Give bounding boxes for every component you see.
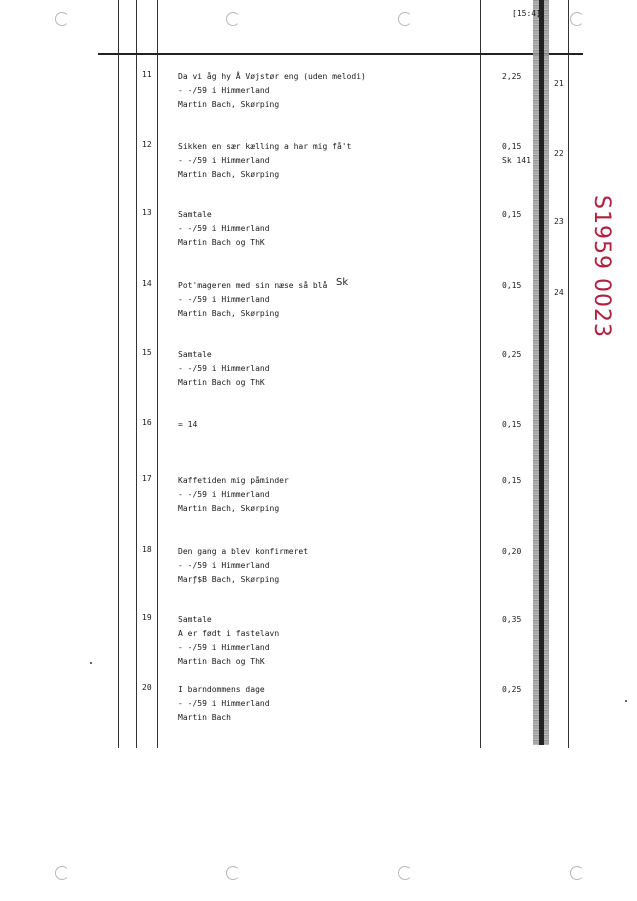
entry-line: - -/59 i Himmerland: [178, 643, 270, 652]
header-rule: [98, 53, 583, 55]
entry-number: 11: [142, 70, 152, 79]
entry-line: Samtale: [178, 350, 212, 359]
entry-description: [178, 545, 308, 587]
punch-hole-bottom-mid: [226, 866, 240, 880]
entry-line: Samtale: [178, 615, 212, 624]
tape-number: 23: [554, 217, 564, 226]
column-line: [118, 0, 119, 748]
entry-line: Den gang a blev konfirmeret: [178, 547, 309, 556]
punch-hole-bottom-mid2: [398, 866, 412, 880]
entry-line: Sikken en sær kælling a har mig få't: [178, 142, 352, 151]
entry-description: [178, 279, 327, 321]
entry-number: 13: [142, 208, 152, 217]
entry-line: Martin Bach, Skørping: [178, 309, 280, 318]
handwritten-annotation: Sk: [336, 277, 349, 288]
entry-line: Martin Bach og ThK: [178, 378, 265, 387]
entry-duration: 0,25: [502, 685, 522, 694]
archive-stamp: [584, 195, 624, 338]
entry-line: Martin Bach og ThK: [178, 657, 265, 666]
entry-duration: 0,15 Sk 141: [502, 142, 531, 165]
entry-line: = 14: [178, 420, 198, 429]
punch-hole-top-right: [570, 12, 584, 26]
entry-duration: 0,20: [502, 547, 522, 556]
entry-duration: 0,15: [502, 476, 522, 485]
entry-line: Martin Bach, Skørping: [178, 100, 280, 109]
entry-line: - -/59 i Himmerland: [178, 364, 270, 373]
entry-description: [178, 140, 351, 182]
column-line: [480, 0, 481, 748]
entry-line: - -/59 i Himmerland: [178, 295, 270, 304]
entry-line: - -/59 i Himmerland: [178, 224, 270, 233]
entry-description: [178, 613, 279, 669]
entry-duration: 0,15: [502, 281, 522, 290]
entry-line: - -/59 i Himmerland: [178, 699, 270, 708]
entry-number: 14: [142, 279, 152, 288]
entry-line: Marƒ$B Bach, Skørping: [178, 575, 280, 584]
entry-description: [178, 348, 270, 390]
archive-stamp-text: S1959 0023: [589, 195, 614, 338]
column-line: [157, 0, 158, 748]
entry-number: 18: [142, 545, 152, 554]
entry-line: - -/59 i Himmerland: [178, 490, 270, 499]
entry-number: 19: [142, 613, 152, 622]
punch-hole-bottom-right: [570, 866, 584, 880]
punch-hole-top-mid: [226, 12, 240, 26]
entry-line: Martin Bach: [178, 713, 231, 722]
entry-line: Kaffetiden mig påminder: [178, 476, 289, 485]
entry-line: - -/59 i Himmerland: [178, 156, 270, 165]
entry-description: [178, 70, 366, 112]
entry-description: [178, 474, 289, 516]
entry-number: 16: [142, 418, 152, 427]
entry-duration: 0,25: [502, 350, 522, 359]
entry-duration: 0,15: [502, 210, 522, 219]
entry-duration: 0,15: [502, 420, 522, 429]
entry-line: Samtale: [178, 210, 212, 219]
entry-line: - -/59 i Himmerland: [178, 561, 270, 570]
entry-number: 12: [142, 140, 152, 149]
entry-line: Martin Bach, Skørping: [178, 504, 280, 513]
entry-number: 17: [142, 474, 152, 483]
entry-duration: 2,25: [502, 72, 522, 81]
page-label: [15:4]: [512, 9, 541, 18]
tape-number: 22: [554, 149, 564, 158]
entry-line: Martin Bach og ThK: [178, 238, 265, 247]
entry-duration: 0,35: [502, 615, 522, 624]
entry-line: I barndommens dage: [178, 685, 265, 694]
entry-line: - -/59 i Himmerland: [178, 86, 270, 95]
column-line: [568, 0, 569, 748]
entry-number: 15: [142, 348, 152, 357]
entry-line: A er født i fastelavn: [178, 629, 280, 638]
punch-hole-bottom-left: [55, 866, 69, 880]
entry-line: Martin Bach, Skørping: [178, 170, 280, 179]
entry-number: 20: [142, 683, 152, 692]
entry-line: Pot'mageren med sin næse så blå: [178, 281, 328, 290]
binding-fold-core: [539, 0, 544, 745]
entry-description: [178, 683, 270, 725]
speck: [90, 662, 92, 664]
entry-description: [178, 208, 270, 250]
entry-line: Da vi åg hy Å Vøjstør eng (uden melodi): [178, 72, 366, 81]
column-line: [136, 0, 137, 748]
speck: [625, 700, 627, 702]
tape-number: 24: [554, 288, 564, 297]
tape-number: 21: [554, 79, 564, 88]
punch-hole-top-mid2: [398, 12, 412, 26]
entry-description: [178, 418, 197, 432]
punch-hole-top-left: [55, 12, 69, 26]
